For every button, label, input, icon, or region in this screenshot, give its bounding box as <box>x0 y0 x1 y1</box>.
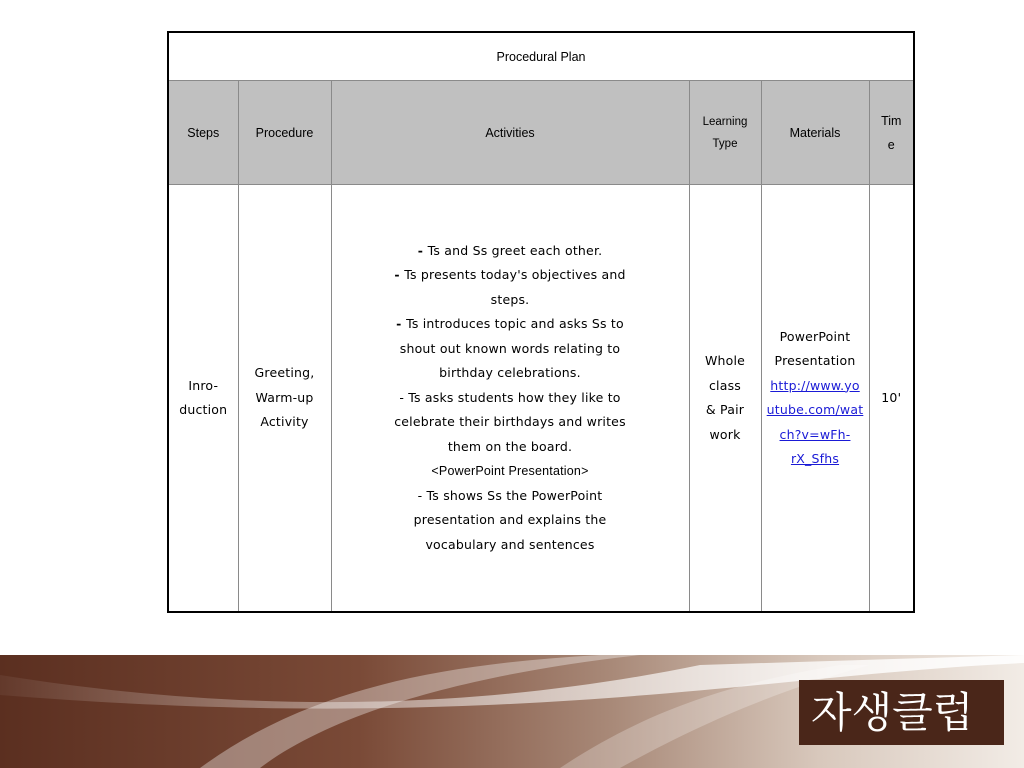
materials-line: PowerPoint <box>779 328 851 344</box>
header-time <box>869 81 914 185</box>
activity-text: them on the board. <box>447 438 573 454</box>
activity-line <box>332 459 689 484</box>
header-steps: Steps <box>168 81 238 185</box>
cell-activities <box>331 185 689 613</box>
activity-line <box>332 484 689 509</box>
activity-text: - Ts asks students how they like to <box>399 389 621 405</box>
youtube-link-line: ch?v=wFh- <box>779 426 851 442</box>
activity-text: shout out known words relating to <box>399 340 621 356</box>
activity-text: <PowerPoint Presentation> <box>431 464 589 479</box>
header-materials: Materials <box>761 81 869 185</box>
activity-bullet: - <box>394 267 405 283</box>
activity-text: celebrate their birthdays and writes <box>394 414 626 430</box>
activity-line <box>332 239 689 264</box>
activity-text: Ts and Ss greet each other. <box>427 242 603 258</box>
activity-line <box>332 410 689 435</box>
cell-materials <box>761 185 869 613</box>
activity-text: Ts presents today's objectives and <box>404 267 626 283</box>
brand-label: 자생클럽 <box>799 680 1004 745</box>
activity-line <box>332 337 689 362</box>
procedure-line: Greeting, <box>254 365 315 381</box>
activity-text: birthday celebrations. <box>439 365 581 381</box>
learning-type-line: class <box>708 377 742 393</box>
header-learning-type-line: Type <box>712 137 738 150</box>
activity-bullet: - <box>396 316 407 332</box>
cell-learning-type <box>689 185 761 613</box>
activity-line <box>332 435 689 460</box>
step-line: Inro- <box>188 377 219 393</box>
header-learning-type-line: Learning <box>702 115 748 128</box>
procedure-line: Activity <box>260 414 309 430</box>
youtube-link[interactable] <box>767 378 864 467</box>
table-title: Procedural Plan <box>168 32 914 81</box>
header-learning-type <box>689 81 761 185</box>
materials-line: Presentation <box>774 353 856 368</box>
activity-line <box>332 386 689 411</box>
cell-step <box>168 185 238 613</box>
header-activities: Activities <box>331 81 689 185</box>
activity-text: steps. <box>490 291 530 307</box>
learning-type-line: work <box>709 426 741 442</box>
activities-list <box>332 239 689 558</box>
step-line: duction <box>179 402 228 417</box>
activity-line <box>332 533 689 558</box>
activity-text: vocabulary and sentences <box>425 536 595 552</box>
youtube-link-line: rX_Sfhs <box>790 451 840 466</box>
activity-bullet: - <box>417 242 428 258</box>
learning-type-line: & Pair <box>705 402 745 417</box>
cell-time: 10' <box>869 185 914 613</box>
cell-procedure <box>238 185 331 613</box>
activity-text: - Ts shows Ss the PowerPoint <box>417 487 603 503</box>
activity-line <box>332 288 689 313</box>
learning-type-line: Whole <box>704 353 746 368</box>
activity-text: Ts introduces topic and asks Ss to <box>406 316 624 332</box>
header-time-line: e <box>887 137 895 152</box>
youtube-link-line: utube.com/wat <box>766 402 864 417</box>
activity-line <box>332 508 689 533</box>
activity-line <box>332 312 689 337</box>
youtube-link-line: http://www.yo <box>770 377 860 393</box>
procedural-plan-table <box>167 31 915 613</box>
procedure-line: Warm-up <box>255 389 314 405</box>
activity-line <box>332 361 689 386</box>
activity-line <box>332 263 689 288</box>
activity-text: presentation and explains the <box>413 512 607 528</box>
header-time-line: Tim <box>881 113 902 128</box>
header-procedure: Procedure <box>238 81 331 185</box>
